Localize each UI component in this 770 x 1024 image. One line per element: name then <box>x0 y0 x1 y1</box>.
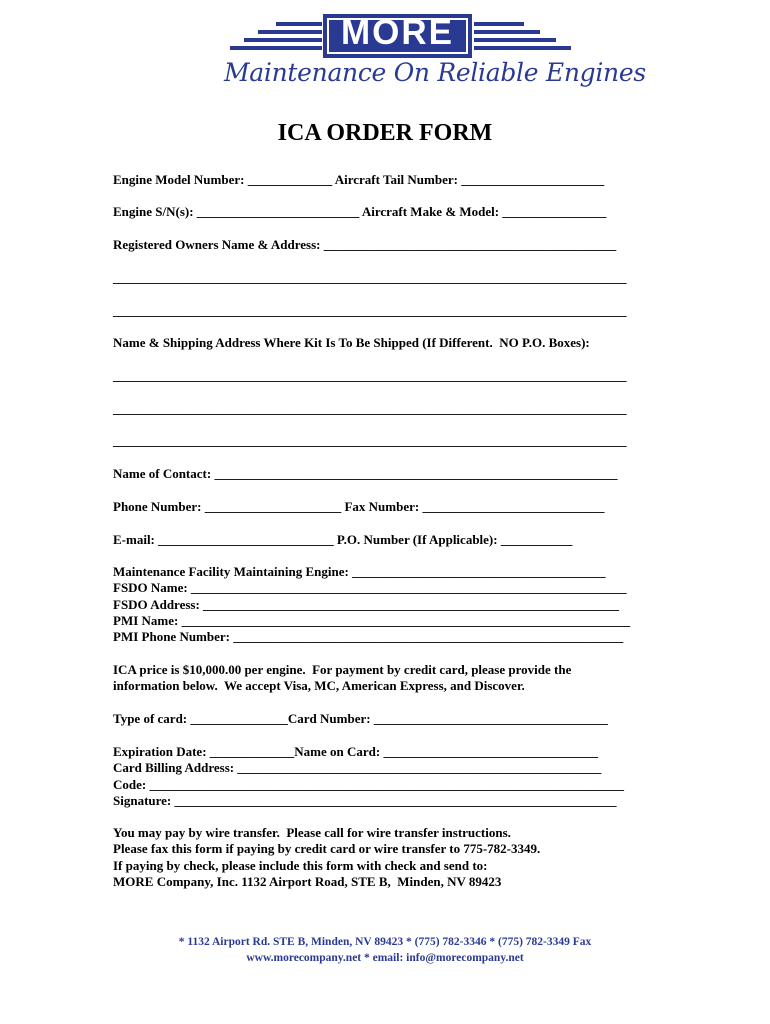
price-text-2: information below. We accept Visa, MC, American Express, and Discover. <box>113 678 525 693</box>
owner-name-line[interactable]: Registered Owners Name & Address: _____________________________________________ <box>113 237 617 252</box>
code-line[interactable]: Code: _________________________________________________________________________ <box>113 777 624 792</box>
payment-text-3: If paying by check, please include this form with check and send to: <box>113 858 488 873</box>
shipping-address-label: Name & Shipping Address Where Kit Is To Be Shipped (If Different. NO P.O. Boxes): <box>113 335 590 350</box>
logo-box <box>323 14 472 58</box>
payment-text-1: You may pay by wire transfer. Please call for wire transfer instructions. <box>113 825 511 840</box>
pmi-phone-line[interactable]: PMI Phone Number: ____________________________________________________________ <box>113 629 624 644</box>
logo-stripes-right <box>474 22 571 52</box>
payment-text-2: Please fax this form if paying by credit card or wire transfer to 775-782-3349. <box>113 841 541 856</box>
pmi-name-line[interactable]: PMI Name: _____________________________________________________________________ <box>113 613 631 628</box>
logo-stripes-left <box>230 22 322 52</box>
shipping-address-line-3[interactable]: _______________________________________________________________________________ <box>113 433 627 448</box>
price-text-1: ICA price is $10,000.00 per engine. For payment by credit card, please provide the <box>113 662 572 677</box>
footer-web-email[interactable]: www.morecompany.net * email: info@morecompany.net <box>246 952 524 964</box>
signature-line[interactable]: Signature: ____________________________________________________________________ <box>113 793 617 808</box>
expiration-line[interactable]: Expiration Date: _____________Name on Card: _________________________________ <box>113 744 598 759</box>
engine-sn-line[interactable]: Engine S/N(s): _________________________ Aircraft Make & Model: ________________ <box>113 204 607 219</box>
fsdo-name-line[interactable]: FSDO Name: ___________________________________________________________________ <box>113 580 627 595</box>
footer-address: * 1132 Airport Rd. STE B, Minden, NV 89423 * (775) 782-3346 * (775) 782-3349 Fax <box>178 936 592 948</box>
email-po-line[interactable]: E-mail: ___________________________ P.O. Number (If Applicable): ___________ <box>113 532 573 547</box>
engine-model-line[interactable]: Engine Model Number: _____________ Aircraft Tail Number: ______________________ <box>113 172 605 187</box>
maintenance-facility-line[interactable]: Maintenance Facility Maintaining Engine: _______________________________________ <box>113 564 606 579</box>
logo-tagline: Maintenance On Reliable Engines <box>224 58 646 87</box>
payment-text-4: MORE Company, Inc. 1132 Airport Road, STE B, Minden, NV 89423 <box>113 874 502 889</box>
shipping-address-line-2[interactable]: _______________________________________________________________________________ <box>113 401 627 416</box>
card-type-line[interactable]: Type of card: _______________Card Number: ____________________________________ <box>113 711 608 726</box>
fsdo-address-line[interactable]: FSDO Address: ________________________________________________________________ <box>113 597 620 612</box>
billing-address-line[interactable]: Card Billing Address: ________________________________________________________ <box>113 760 602 775</box>
contact-name-line[interactable]: Name of Contact: ______________________________________________________________ <box>113 466 618 481</box>
company-logo <box>0 0 770 110</box>
logo-word: MORE <box>341 13 454 52</box>
form-title: ICA ORDER FORM <box>277 120 493 146</box>
shipping-address-line-1[interactable]: _______________________________________________________________________________ <box>113 368 627 383</box>
owner-address-line-1[interactable]: _______________________________________________________________________________ <box>113 270 627 285</box>
owner-address-line-2[interactable]: _______________________________________________________________________________ <box>113 303 627 318</box>
phone-fax-line[interactable]: Phone Number: _____________________ Fax Number: ____________________________ <box>113 499 605 514</box>
